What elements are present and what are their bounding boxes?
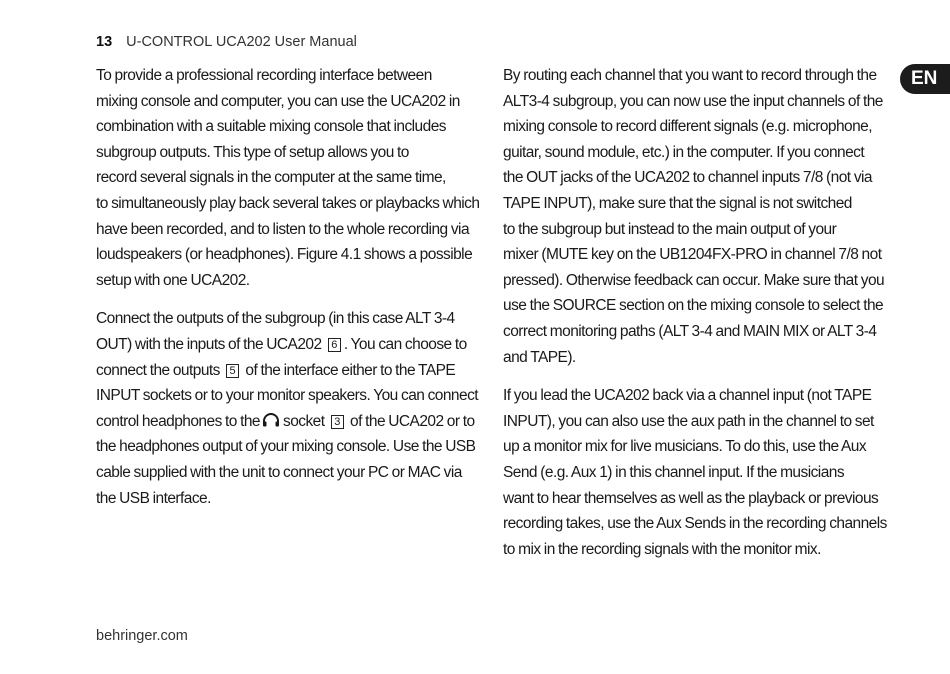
text-line: the OUT jacks of the UCA202 to channel inputs 7/8 (not via <box>503 169 872 187</box>
text-line: have been recorded, and to listen to the whole recording via <box>96 220 470 238</box>
text-segment: of the interface either to the TAPE <box>245 361 456 379</box>
page-number: 13 <box>96 34 113 50</box>
text-line: mixing console and computer, you can use the UCA202 in <box>96 92 460 110</box>
left-column <box>96 63 481 524</box>
text-line <box>96 358 481 384</box>
manual-title: U-CONTROL UCA202 User Manual <box>126 34 357 50</box>
text-line: Send (e.g. Aux 1) in this channel input. If the musicians <box>503 463 845 481</box>
page-header <box>96 34 357 50</box>
text-line: to the subgroup but instead to the main output of your <box>503 220 837 238</box>
headphones-icon <box>262 413 280 427</box>
text-segment: . You can choose to <box>343 335 467 353</box>
text-line: cable supplied with the unit to connect your PC or MAC via <box>96 463 462 481</box>
text-line: want to hear themselves as well as the playback or previous <box>503 489 879 507</box>
text-line: guitar, sound module, etc.) in the computer. If you connect <box>503 143 865 161</box>
text-line: ALT3-4 subgroup, you can now use the input channels of the <box>503 92 883 110</box>
text-segment: connect the outputs <box>96 361 220 379</box>
text-line: If you lead the UCA202 back via a channel input (not TAPE <box>503 387 872 405</box>
callout-number-3: 3 <box>331 415 344 429</box>
text-line <box>96 332 481 358</box>
paragraph-intro <box>96 63 481 293</box>
text-line: the headphones output of your mixing console. Use the USB <box>96 438 476 456</box>
text-line: By routing each channel that you want to record through the <box>503 67 877 84</box>
text-segment: of the UCA202 or to <box>350 412 475 430</box>
text-line: to simultaneously play back several takes or playbacks which <box>96 194 480 212</box>
language-tab: EN <box>900 64 950 94</box>
text-line: and TAPE). <box>503 348 576 366</box>
text-line: recording takes, use the Aux Sends in the recording channels <box>503 515 887 533</box>
paragraph-routing <box>503 63 888 370</box>
text-line: To provide a professional recording interface between <box>96 67 432 84</box>
footer-website: behringer.com <box>96 628 188 644</box>
paragraph-connections <box>96 306 481 511</box>
text-line: mixing console to record different signals (e.g. microphone, <box>503 118 873 136</box>
callout-number-5: 5 <box>226 364 239 378</box>
text-line: subgroup outputs. This type of setup allows you to <box>96 143 409 161</box>
text-line: combination with a suitable mixing console that includes <box>96 118 446 136</box>
text-line: to mix in the recording signals with the monitor mix. <box>503 540 821 558</box>
text-line: use the SOURCE section on the mixing console to select the <box>503 297 884 315</box>
text-line: INPUT sockets or to your monitor speakers. You can connect <box>96 387 479 405</box>
text-line: mixer (MUTE key on the UB1204FX-PRO in channel 7/8 not <box>503 246 882 264</box>
text-line: setup with one UCA202. <box>96 271 250 289</box>
text-line: loudspeakers (or headphones). Figure 4.1 shows a possible <box>96 246 473 264</box>
text-segment: socket <box>283 412 325 430</box>
text-line: correct monitoring paths (ALT 3-4 and MAIN MIX or ALT 3-4 <box>503 322 877 340</box>
text-line: INPUT), you can also use the aux path in the channel to set <box>503 412 874 430</box>
right-column <box>503 63 888 575</box>
text-line: the USB interface. <box>96 489 211 507</box>
text-segment: OUT) with the inputs of the UCA202 <box>96 335 322 353</box>
text-line: Connect the outputs of the subgroup (in this case ALT 3-4 <box>96 310 455 328</box>
text-line: up a monitor mix for live musicians. To do this, use the Aux <box>503 438 867 456</box>
callout-number-6: 6 <box>328 338 341 352</box>
text-segment: control headphones to the <box>96 412 260 430</box>
text-line <box>96 409 481 435</box>
text-line: pressed). Otherwise feedback can occur. Make sure that you <box>503 271 885 289</box>
paragraph-monitor-mix <box>503 383 888 562</box>
text-line: TAPE INPUT), make sure that the signal is not switched <box>503 194 852 212</box>
text-line: record several signals in the computer at the same time, <box>96 169 446 187</box>
